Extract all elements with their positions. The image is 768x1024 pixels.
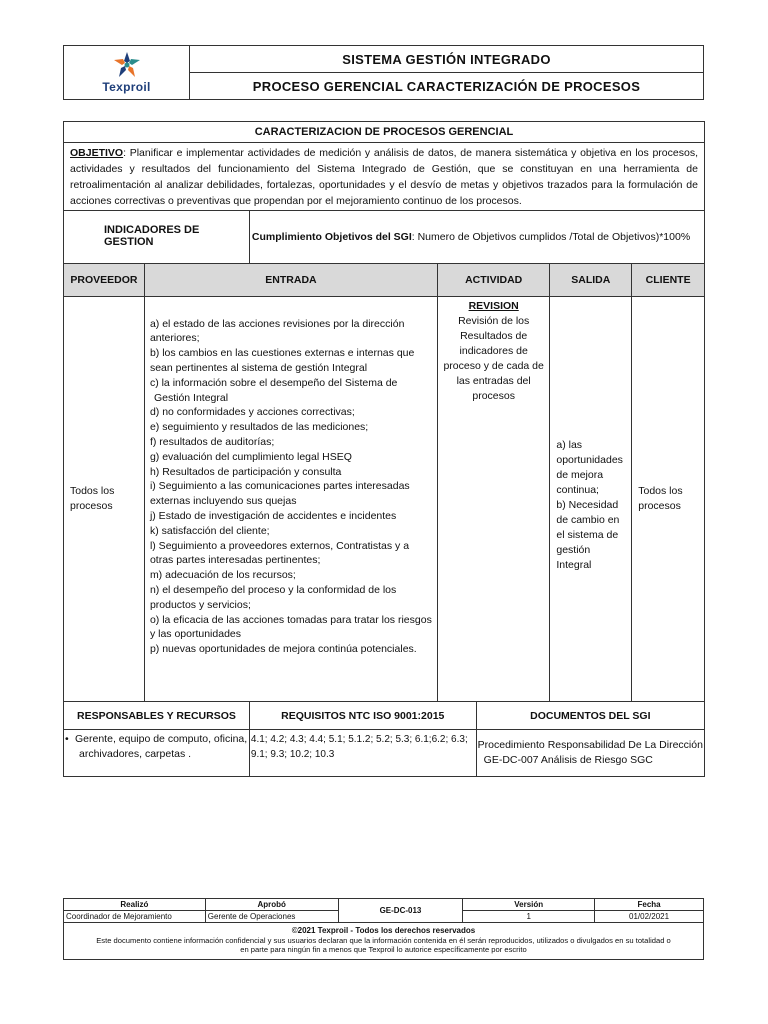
indicador-bold: Cumplimiento Objetivos del SGI — [251, 231, 412, 244]
texproil-star-icon — [112, 51, 142, 79]
actividad-line: Revisión de los — [458, 314, 530, 327]
responsables-line: archivadores, carpetas . — [79, 748, 192, 761]
col-requisitos: REQUISITOS NTC ISO 9001:2015 — [249, 701, 476, 729]
indicadores-label: INDICADORES DE GESTION — [64, 211, 250, 264]
entrada-line: g) evaluación del cumplimiento legal HSEQ — [149, 450, 352, 463]
actividad-line: Resultados de — [460, 329, 528, 342]
entrada-line: n) el desempeño del proceso y la conformidad de los — [149, 583, 397, 596]
fecha-value: 01/02/2021 — [595, 910, 704, 922]
objetivo-block — [64, 143, 705, 211]
entrada-line: e) seguimiento y resultados de las mediciones; — [149, 421, 369, 434]
entrada-line: anteriores; — [149, 332, 200, 345]
document-footer — [63, 898, 704, 960]
proveedor-line: procesos — [70, 499, 113, 512]
logo-text: Texproil — [102, 80, 151, 94]
cliente-cell — [632, 296, 705, 701]
actividad-line: las entradas del — [456, 374, 531, 387]
copyright-text: ©2021 Texproil - Todos los derechos reservados — [291, 926, 476, 936]
cliente-line: Todos los — [638, 484, 683, 497]
salida-line: b) Necesidad — [556, 499, 619, 512]
col-cliente: CLIENTE — [632, 264, 705, 296]
aprobo-value: Gerente de Operaciones — [205, 910, 338, 922]
col-proveedor: PROVEEDOR — [64, 264, 145, 296]
actividad-cell — [437, 296, 549, 701]
entrada-line: l) Seguimiento a proveedores externos, Contratistas y a — [149, 539, 410, 552]
actividad-title: REVISION — [468, 299, 519, 312]
entrada-line: d) no conformidades y acciones correctivas; — [149, 406, 355, 419]
aprobo-label: Aprobó — [205, 899, 338, 911]
col-responsables: RESPONSABLES Y RECURSOS — [64, 701, 250, 729]
bullet-icon: • — [65, 733, 69, 746]
col-salida: SALIDA — [550, 264, 632, 296]
entrada-line: productos y servicios; — [149, 598, 251, 611]
salida-line: de mejora — [556, 469, 604, 482]
objetivo-text: : Planificar e implementar actividades de medición y análisis de datos, de manera sistemática y objetiva en los procesos, actividades y resultados del funcionamiento del Sistema Integrado de Gestión, que se constituyan en una herramienta de retroalimentación al analizar debilidades, fortalezas, oportunidades y el desvío de metas y objetivos trazados para la formulación de acciones correctivas o preventivas que propendan por el mejoramiento continuo de los procesos. — [70, 146, 698, 207]
cliente-line: procesos — [638, 499, 681, 512]
col-actividad: ACTIVIDAD — [437, 264, 549, 296]
documentos-line: Procedimiento Responsabilidad De La Dirección — [477, 739, 703, 752]
entrada-line: Gestión Integral — [153, 391, 229, 404]
entrada-line: otras partes interesadas pertinentes; — [149, 554, 321, 567]
proveedor-line: Todos los — [70, 484, 115, 497]
entrada-line: externas incluyendo sus quejas — [149, 495, 297, 508]
version-value: 1 — [463, 910, 595, 922]
entrada-line: i) Seguimiento a las comunicaciones partes interesadas — [149, 480, 410, 493]
entrada-line: a) el estado de las acciones revisiones por la dirección — [149, 317, 405, 330]
disclaimer-line: en parte para ningún fin a menos que Texproil lo autorice específicamente por escrito — [240, 945, 527, 955]
entrada-line: y las oportunidades — [149, 628, 241, 641]
characterization-table — [63, 121, 705, 777]
indicador-text: : Numero de Objetivos cumplidos /Total de Objetivos)*100% — [411, 231, 691, 244]
realizo-label: Realizó — [64, 899, 206, 911]
entrada-line: k) satisfacción del cliente; — [149, 524, 270, 537]
indicador-cell — [249, 211, 704, 264]
actividad-line: proceso y de cada de — [443, 359, 544, 372]
documentos-cell — [476, 730, 704, 777]
disclaimer-line: Este documento contiene información confidencial y sus usuarios declaran que la información contenida en él serán reproducidos, utilizados o divulgados en su totalidad o — [96, 935, 671, 945]
version-label: Versión — [463, 899, 595, 911]
salida-line: Integral — [556, 559, 592, 572]
requisitos-cell — [249, 730, 476, 777]
col-entrada: ENTRADA — [144, 264, 437, 296]
entrada-line: m) adecuación de los recursos; — [149, 569, 296, 582]
entrada-line: f) resultados de auditorías; — [149, 436, 275, 448]
responsables-cell — [64, 730, 250, 777]
realizo-value: Coordinador de Mejoramiento — [64, 910, 206, 922]
title-system: SISTEMA GESTIÓN INTEGRADO — [190, 46, 704, 73]
responsables-line: Gerente, equipo de computo, oficina, — [75, 733, 248, 746]
logo — [64, 46, 190, 100]
entrada-cell — [144, 296, 437, 701]
fecha-label: Fecha — [595, 899, 704, 911]
document-code: GE-DC-013 — [338, 899, 463, 923]
salida-line: continua; — [556, 484, 599, 497]
requisitos-line: 9.1; 9.3; 10.2; 10.3 — [250, 749, 335, 761]
entrada-line: j) Estado de investigación de accidentes e incidentes — [149, 509, 397, 522]
salida-line: a) las — [556, 439, 583, 452]
salida-line: de cambio en — [556, 514, 620, 527]
salida-line: el sistema de — [556, 529, 619, 542]
salida-line: gestión — [556, 544, 591, 557]
proveedor-cell — [64, 296, 145, 701]
entrada-line: p) nuevas oportunidades de mejora continúa potenciales. — [149, 643, 417, 656]
footer-notice — [64, 922, 704, 959]
section-title: CARACTERIZACION DE PROCESOS GERENCIAL — [64, 122, 705, 143]
entrada-line: b) los cambios en las cuestiones externas e internas que — [149, 347, 415, 360]
entrada-line: sean pertinentes al sistema de gestión Integral — [149, 362, 368, 375]
entrada-line: h) Resultados de participación y consulta — [149, 465, 342, 478]
requisitos-line: 4.1; 4.2; 4.3; 4.4; 5.1; 5.1.2; 5.2; 5.3; 6.1;6.2; 6.3; — [250, 734, 468, 746]
document-header — [63, 45, 704, 100]
title-process: PROCESO GERENCIAL CARACTERIZACIÓN DE PROCESOS — [190, 73, 704, 100]
salida-cell — [550, 296, 632, 701]
actividad-line: procesos — [472, 389, 515, 402]
objetivo-label: OBJETIVO — [70, 146, 124, 159]
actividad-line: indicadores de — [459, 344, 528, 357]
salida-line: oportunidades — [556, 454, 623, 467]
entrada-line: o) la eficacia de las acciones tomadas para tratar los riesgos — [149, 613, 432, 626]
entrada-line: c) la información sobre el desempeño del Sistema de — [149, 376, 398, 389]
col-documentos: DOCUMENTOS DEL SGI — [476, 701, 704, 729]
documentos-line: GE-DC-007 Análisis de Riesgo SGC — [483, 754, 653, 767]
